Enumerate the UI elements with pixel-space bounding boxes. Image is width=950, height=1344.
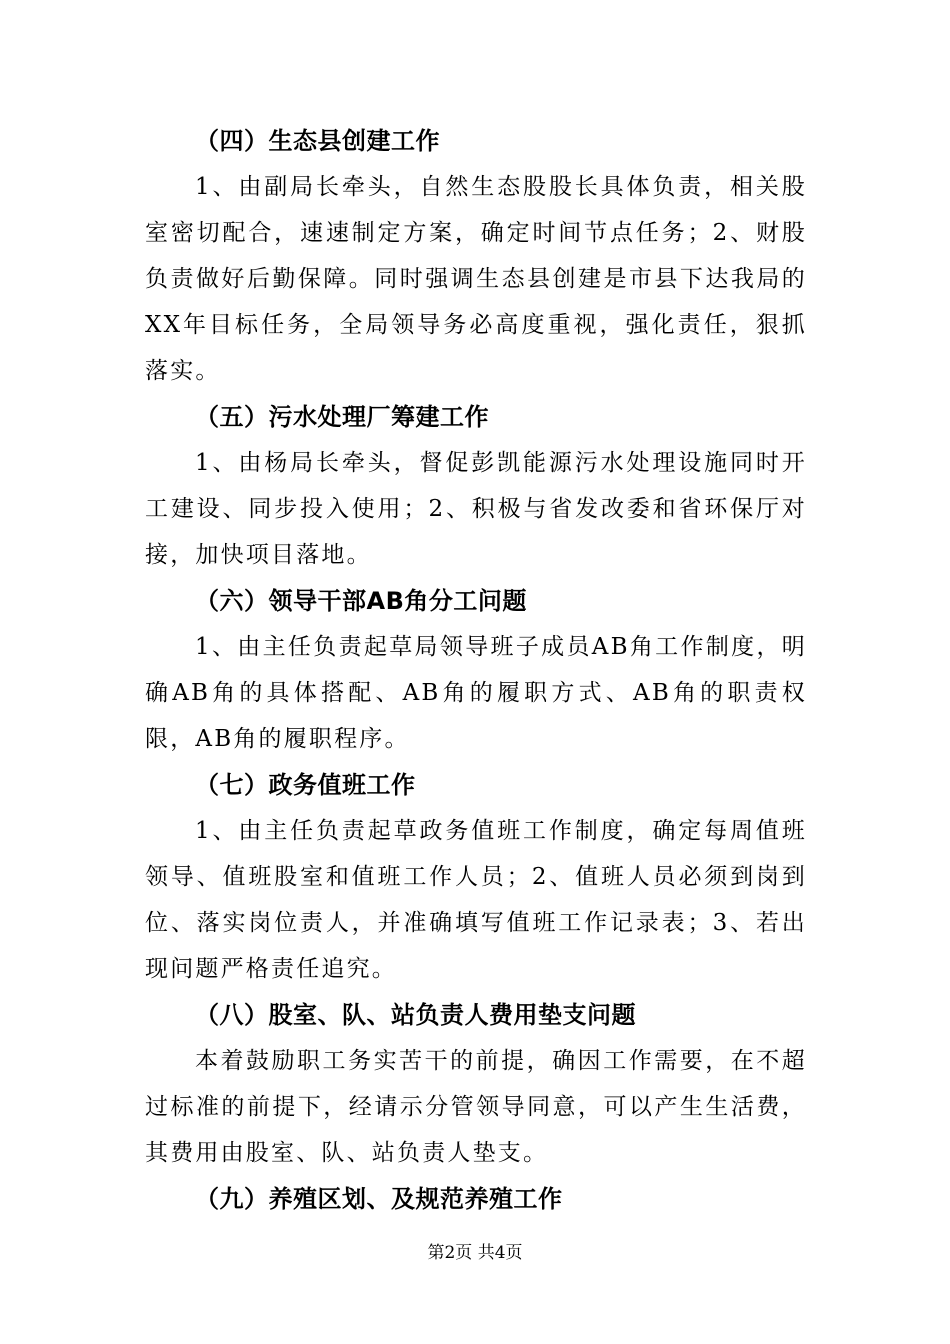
section-heading: （六）领导干部AB角分工问题 [195, 587, 527, 615]
section-4 [145, 118, 807, 394]
section-paragraph: 1、由主任负责起草政务值班工作制度，确定每周值班领导、值班股室和值班工作人员；2、值班人员必须到岗到位、落实岗位责人，并准确填写值班工作记录表；3、若出现问题严格责任追究。 [145, 818, 807, 982]
section-heading: （四）生态县创建工作 [195, 127, 440, 155]
section-paragraph: 1、由副局长牵头，自然生态股股长具体负责，相关股室密切配合，速速制定方案，确定时间节点任务；2、财股负责做好后勤保障。同时强调生态县创建是市县下达我局的XX年目标任务，全局领导务必高度重视，强化责任，狠抓落实。 [145, 174, 807, 384]
section-heading: （七）政务值班工作 [195, 771, 416, 799]
section-7 [145, 762, 807, 992]
section-paragraph: 1、由主任负责起草局领导班子成员AB角工作制度，明确AB角的具体搭配、AB角的履职方式、AB角的职责权限，AB角的履职程序。 [145, 634, 807, 752]
section-9 [145, 1176, 807, 1222]
section-6 [145, 578, 807, 762]
section-heading: （八）股室、队、站负责人费用垫支问题 [195, 1001, 636, 1029]
section-5 [145, 394, 807, 578]
section-heading: （五）污水处理厂筹建工作 [195, 403, 489, 431]
page-number-footer: 第2页 共4页 [427, 1243, 523, 1263]
section-paragraph: 本着鼓励职工务实苦干的前提，确因工作需要，在不超过标准的前提下，经请示分管领导同意，可以产生生活费，其费用由股室、队、站负责人垫支。 [145, 1048, 807, 1166]
document-body [145, 118, 807, 1222]
section-paragraph: 1、由杨局长牵头，督促彭凯能源污水处理设施同时开工建设、同步投入使用；2、积极与省发改委和省环保厅对接，加快项目落地。 [145, 450, 807, 568]
section-8 [145, 992, 807, 1176]
section-heading: （九）养殖区划、及规范养殖工作 [195, 1185, 563, 1213]
